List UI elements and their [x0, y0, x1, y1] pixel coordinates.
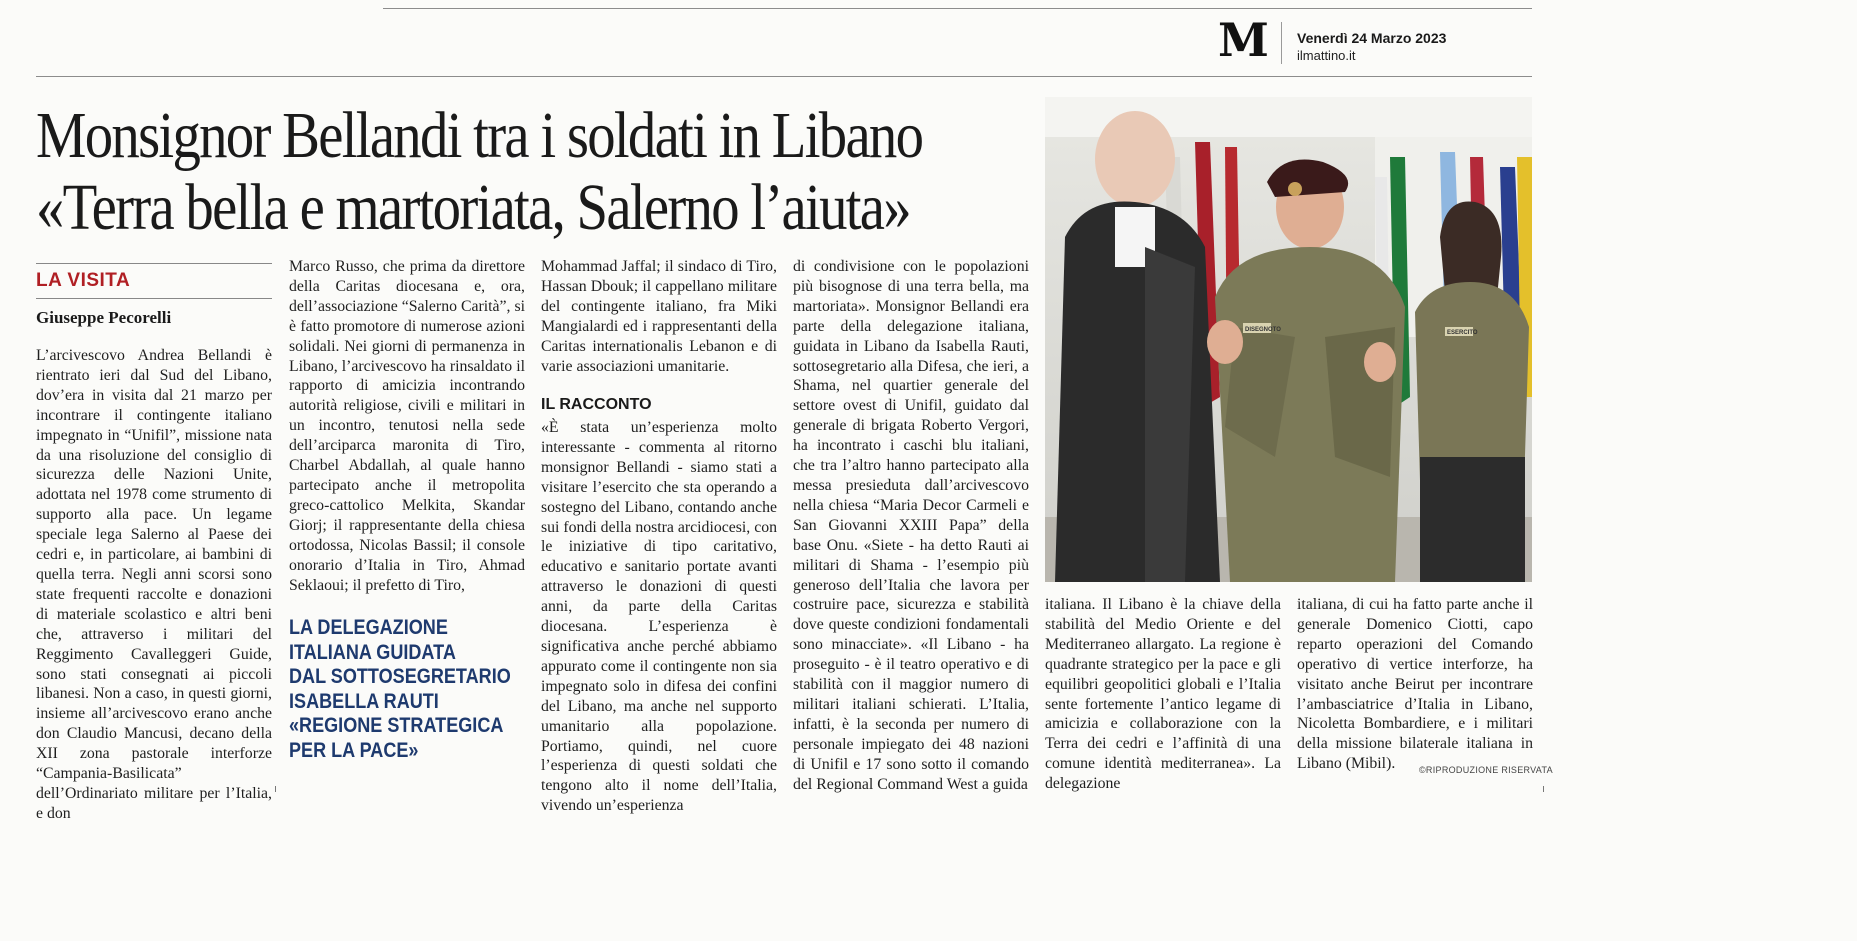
copyright-notice: ©RIPRODUZIONE RISERVATA: [1419, 765, 1553, 775]
article-text: L’arcivescovo Andrea Bellandi è rientrato ieri dal Sud del Libano, dov’era in visita dal 21 marzo per incontrare il contingente italiano impegnato in “Unifil”, missione nata da una risoluzione del consiglio di sicurezza delle Nazioni Unite, adottata nel 1978 come strumento di supporto alla pace. Un legame speciale lega Salerno al Paese dei cedri e, in particolare, ai bambini di quella terra. Negli anni scorsi sono state frequenti raccolte e donazioni di materiale scolastico e altri beni che, attraverso i militari del Reggimento Cavalleggeri Guide, sono stati consegnati ai piccoli libanesi. Non a caso, in questi giorni, insieme all’arcivescovo erano anche don Claudio Mancusi, decano della XII zona pastorale interforze “Campania-Basilicata” dell’Ordinariato militare per l’Italia, e don: [36, 347, 272, 822]
byline: Giuseppe Pecorelli: [36, 308, 172, 327]
article-column-3b: [541, 418, 778, 815]
headline-line-2: «Terra bella e martoriata, Salerno l’aiuta»: [36, 171, 910, 244]
photo-badge: ESERCITO: [1447, 330, 1478, 336]
photo-badge: DISEGNOTO: [1245, 327, 1281, 333]
article-text: italiana, di cui ha fatto parte anche il generale Domenico Ciotti, capo reparto operazioni del Comando operativo di vertice interforze, ha visitato anche Beirut per incontrare l’ambasciatrice d’Italia in Libano, Nicoletta Bombardiere, e i militari della missione bilaterale italiana in Libano (Mibil).: [1297, 596, 1533, 773]
masthead-logo: M: [1218, 13, 1269, 67]
headline-line-1: Monsignor Bellandi tra i soldati in Libano: [36, 99, 923, 172]
pull-quote-line: DAL SOTTOSEGRETARIO: [289, 665, 511, 688]
article-column-3a: [541, 257, 777, 381]
pull-quote: [289, 616, 511, 763]
section-rule-bottom: [36, 298, 272, 299]
pull-quote-line: «REGIONE STRATEGICA: [289, 714, 504, 737]
masthead-divider: [1281, 22, 1282, 64]
column-tick: [1543, 786, 1544, 792]
article-column-5: [1045, 595, 1281, 793]
article-column-4: [793, 257, 1029, 793]
article-text: Mohammad Jaffal; il sindaco di Tiro, Hassan Dbouk; il cappellano militare del contingente italiano, fra Miki Mangialardi ed i rappresentanti della Caritas internationalis Lebanon e di varie associazioni umanitarie.: [541, 258, 777, 375]
top-rule: [383, 8, 1532, 9]
subheading: IL RACCONTO: [541, 396, 652, 413]
headline: [36, 99, 923, 244]
article-column-1: [36, 346, 272, 822]
column-tick: [275, 786, 276, 792]
pull-quote-line: ISABELLA RAUTI: [289, 689, 439, 713]
section-rule-top: [36, 263, 272, 264]
article-text: Marco Russo, che prima da direttore della Caritas diocesana e, ora, dell’associazione “Salerno Carità”, si è fatto promotore di numerose azioni solidali. Nei giorni di permanenza in Libano, l’arcivescovo ha rinsaldato il rapporto di amicizia incontrando autorità religiose, civili e militari in un incontro, tenutosi nella sede dell’arciparca maronita di Tiro, Charbel Abdallah, al quale hanno partecipato anche il metropolita greco-cattolico Melkita, Skandar Giorj; il rappresentante della chiesa ortodossa, Nicolas Bassil; il console onorario d’Italia in Tiro, Ahmad Seklaoui; il prefetto di Tiro,: [289, 258, 525, 594]
pull-quote-line: ITALIANA GUIDATA: [289, 640, 456, 664]
article-column-2: [289, 257, 525, 594]
issue-date: Venerdì 24 Marzo 2023: [1297, 30, 1447, 46]
article-text: di condivisione con le popolazioni più bisognose di una terra bella, ma martoriata». Monsignor Bellandi era parte della delegazione italiana, guidata in Libano da Isabella Rauti, sottosegretario alla Difesa, che ieri, a Shama, nel quartier generale del settore ovest di Unifil, guidato dal generale di brigata Roberto Vergori, ha incontrato i caschi blu italiani, che tra l’altro hanno partecipato alla messa presieduta dall’arcivescovo nella chiesa “Maria Decor Carmeli e San Giovanni XXIII Papa” della base Onu. «Siete - ha detto Rauti ai militari di Shama - l’esempio più generoso dell’Italia che lavora per costruire pace, sicurezza e stabilità dove queste condizioni fondamentali sono minacciate». «Il Libano - ha proseguito - è il teatro operativo e di stabilità con il maggior numero di militari italiani schierati. L’Italia, infatti, è la seconda per numero di personale impiegato dei 48 nazioni di Unifil e 17 sono sotto il comando del Regional Command West a guida: [793, 258, 1029, 793]
section-label: LA VISITA: [36, 270, 131, 291]
article-text: italiana. Il Libano è la chiave della stabilità del Medio Oriente e del Mediterraneo allargato. La regione è quadrante strategico per la pace e gli equilibri geopolitici globali e l’Italia sente fortemente l’antico legame di amicizia e collaborazione con la Terra dei cedri e l’affinità di una comune identità mediterranea». La delegazione: [1045, 596, 1281, 793]
masthead-rule: [36, 76, 1532, 77]
site-link[interactable]: ilmattino.it: [1297, 48, 1356, 63]
pull-quote-line: PER LA PACE»: [289, 738, 419, 762]
photo-illustration: [1045, 97, 1532, 582]
article-text: «È stata un’esperienza molto interessante - commenta al ritorno monsignor Bellandi - siamo stati a visitare l’esercito che sta operando a sostegno del Libano, contando anche sui fondi della nostra arcidiocesi, con le iniziative di tipo caritativo, educativo e sanitario portate avanti attraverso le donazioni di questi anni, da parte della Caritas diocesana. L’esperienza è significativa anche perché abbiamo appurato come il contingente non sia impegnato solo in difesa dei confini del Libano, ma anche nel supporto umanitario alla popolazione. Portiamo, quindi, nel cuore l’esperienza di questi soldati che tengono alto il nome dell’Italia, vivendo un’esperienza: [541, 419, 778, 815]
pull-quote-line: LA DELEGAZIONE: [289, 616, 448, 639]
article-photo: [1045, 97, 1532, 582]
